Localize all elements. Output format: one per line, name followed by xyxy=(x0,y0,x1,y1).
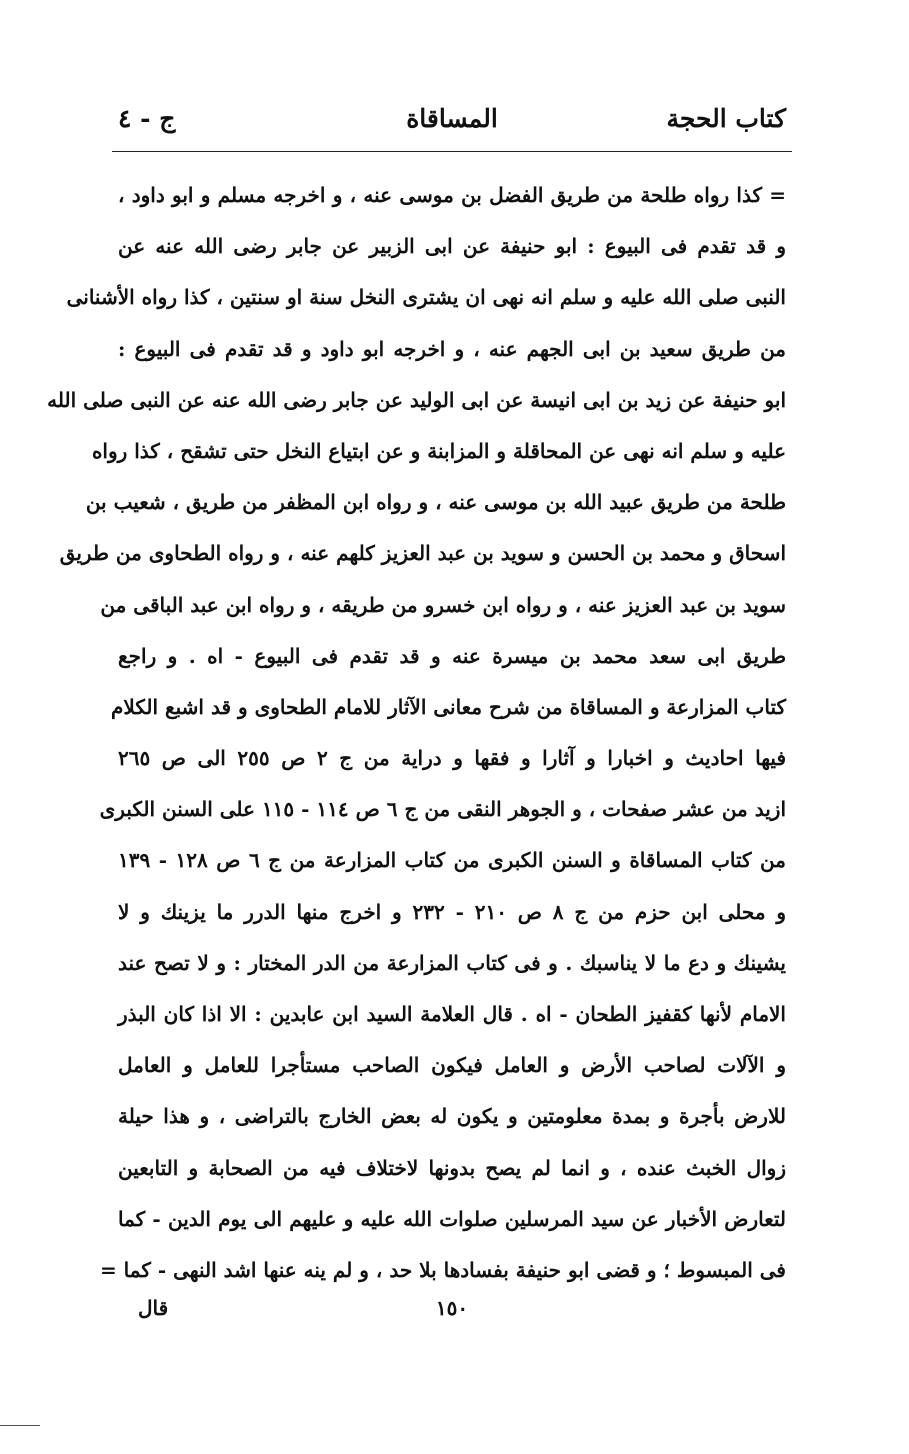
text-line: من كتاب المساقاة و السنن الكبرى من كتاب المزارعة من ج ٦ ص ١٢٨ - ١٣٩ xyxy=(118,848,786,873)
text-line: فيها احاديث و اخبارا و آثارا و فقها و دراية من ج ٢ ص ٢٥٥ الى ص ٢٦٥ xyxy=(118,746,787,771)
text-line: الامام لأنها كقفيز الطحان - اه . قال العلامة السيد ابن عابدين : الا اذا كان البذر xyxy=(118,1002,786,1026)
text-line: لتعارض الأخبار عن سيد المرسلين صلوات الله عليه و عليهم الى يوم الدين - كما xyxy=(118,1206,786,1231)
text-line: و محلى ابن حزم من ج ٨ ص ٢١٠ - ٢٣٢ و اخرج منها الدرر ما يزينك و لا xyxy=(118,899,787,924)
body-text xyxy=(47,170,787,1296)
text-line: يشينك و دع ما لا يناسبك . و فى كتاب المزارعة من الدر المختار : و لا تصح عند xyxy=(118,950,786,975)
text-line: و قد تقدم فى البيوع : ابو حنيفة عن ابى الزبير عن جابر رضى الله عنه عن xyxy=(118,234,786,259)
page-footer xyxy=(118,1296,786,1330)
page-header xyxy=(118,104,786,144)
page-number: ١٥٠ xyxy=(435,1296,469,1320)
margin-mark xyxy=(0,1425,40,1426)
text-line: من طريق سعيد بن ابى الجهم عنه ، و اخرجه ابو داود و قد تقدم فى البيوع : xyxy=(118,336,786,361)
text-line: سويد بن عبد العزيز عنه ، و رواه ابن خسرو من طريقه ، و رواه ابن عبد الباقى من xyxy=(100,592,786,617)
catchword: قال xyxy=(138,1296,169,1320)
text-line: ازيد من عشر صفحات ، و الجوهر النقى من ج ٦ ص ١١٤ - ١١٥ على السنن الكبرى xyxy=(99,797,786,822)
volume-label: ج - ٤ xyxy=(118,104,176,133)
text-line: اسحاق و محمد بن الحسن و سويد بن عبد العزيز كلهم عنه ، و رواه الطحاوى من طريق xyxy=(59,541,786,566)
text-line: ابو حنيفة عن زيد بن ابى انيسة عن ابى الوليد عن جابر رضى الله عنه عن النبى صلى الله xyxy=(47,387,786,412)
text-line: = كذا رواه طلحة من طريق الفضل بن موسى عنه ، و اخرجه مسلم و ابو داود ، xyxy=(118,183,787,207)
chapter-title: المساقاة xyxy=(406,104,498,133)
header-rule xyxy=(112,151,792,152)
book-title: كتاب الحجة xyxy=(666,104,786,133)
text-line: طلحة من طريق عبيد الله بن موسى عنه ، و رواه ابن المظفر من طريق ، شعيب بن xyxy=(85,490,786,515)
text-line: للارض بأجرة و بمدة معلومتين و يكون له بعض الخارج بالتراضى ، و هذا حيلة xyxy=(118,1104,786,1129)
text-line: عليه و سلم انه نهى عن المحاقلة و المزابنة و عن ابتياع النخل حتى تشقح ، كذا رواه xyxy=(91,438,786,463)
text-line: النبى صلى الله عليه و سلم انه نهى ان يشترى النخل سنة او سنتين ، كذا رواه الأشنانى xyxy=(66,285,786,310)
text-line: طريق ابى سعد محمد بن ميسرة عنه و قد تقدم فى البيوع - اه . و راجع xyxy=(118,643,786,668)
text-line: فى المبسوط ؛ و قضى ابو حنيفة بفسادها بلا حد ، و لم ينه عنها اشد النهى - كما = xyxy=(99,1257,786,1282)
text-line: و الآلات لصاحب الأرض و العامل فيكون الصاحب مستأجرا للعامل و العامل xyxy=(118,1053,786,1078)
text-line: زوال الخبث عنده ، و انما لم يصح بدونها لاختلاف فيه من الصحابة و التابعين xyxy=(118,1155,786,1180)
text-line: كتاب المزارعة و المساقاة من شرح معانى الآثار للامام الطحاوى و قد اشبع الكلام xyxy=(111,694,786,719)
